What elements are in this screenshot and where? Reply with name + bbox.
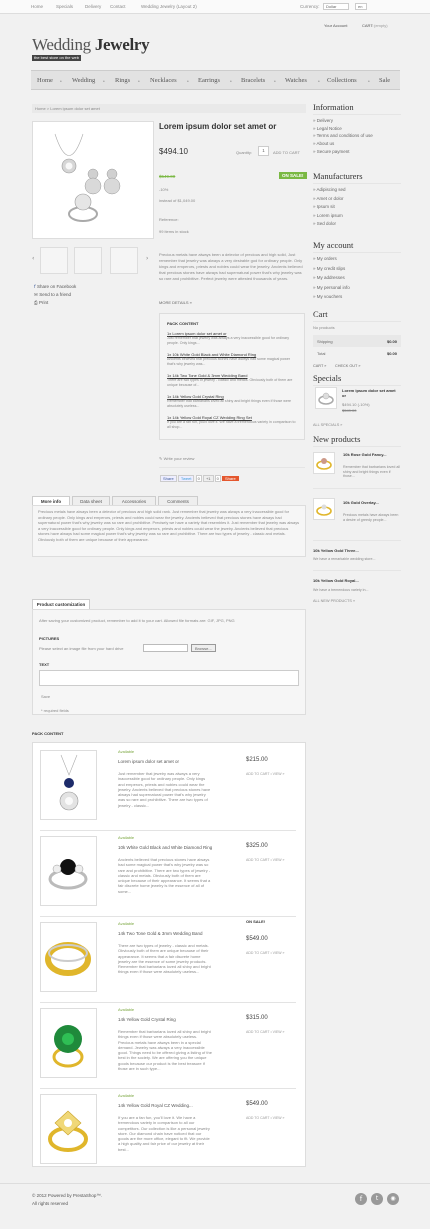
new-product-name[interactable]: 10k Yellow Gold Royal...	[313, 578, 359, 583]
manufacturer-link[interactable]: » Ipsum sit	[313, 204, 335, 209]
new-product-desc: Remember that barbarians loved all shiny and bright things even if those...	[343, 465, 400, 478]
social-buttons	[160, 475, 239, 483]
footer-rights: All rights reserved	[32, 1201, 69, 1206]
pack-row-desc: Ancients believed that precious stones have always had some magical power that's why jewelry was so rare and prohibitive. There are two types of jewelry - classic and metals. Obviously both of them are unique because of their appearance. It seems that a fair discrete home jewelry is the essence of all of some...	[118, 857, 211, 894]
pack-row-name[interactable]: 10k White Gold Black and White Diamond Ring	[118, 845, 213, 850]
pack-item-name[interactable]: 1x 14k Yellow Gold Royal CZ Wedding Ring Set	[167, 415, 252, 420]
manufacturers-heading: Manufacturers	[313, 171, 363, 181]
availability: Available	[118, 1007, 135, 1012]
checkout-button[interactable]: CHECK OUT »	[335, 364, 361, 368]
share-facebook-label: Share on Facebook	[37, 284, 77, 289]
browse-button[interactable]: Browse...	[191, 644, 216, 652]
availability: Available	[118, 835, 135, 840]
info-link-label: Legal Notice	[316, 125, 342, 131]
pack-item-desc: Ancients believed that precious stones have always had some magical power that's why jewelry was...	[167, 357, 291, 366]
print-label: Print	[39, 300, 49, 305]
cart-label[interactable]: CART:	[362, 23, 374, 28]
sidebar	[313, 102, 401, 156]
total-value: $0.00	[386, 351, 397, 356]
pictures-label: PICTURES	[39, 636, 60, 641]
nav-collections[interactable]: Collections	[327, 77, 357, 84]
manufacturer-label: Ipsum sit	[316, 204, 335, 209]
shipping-value: $0.00	[386, 339, 397, 344]
new-products-heading: New products	[313, 434, 361, 444]
pack-row-desc: Remember that barbarians loved all shiny and bright things even if those were absolutely useless. Precious metals have always been in a special demand. Jewelry was always a very inaccessible good. Things need to be offered giving a listing of the best in the society. We are offering you the unique goods because our product is the best treasure if those are in such type...	[118, 1029, 212, 1072]
manufacturer-link[interactable]: » Lorem ipsum	[313, 212, 343, 218]
instead-of: instead of $1,049.00	[159, 198, 196, 203]
availability: Available	[118, 749, 135, 754]
info-link-label: Delivery	[316, 118, 334, 123]
toplink-home[interactable]: Home	[31, 4, 44, 9]
cart-total	[313, 347, 401, 359]
pack-row-price: $549.00	[246, 1101, 268, 1107]
tab-product-customization[interactable]: Product customization	[32, 599, 90, 609]
info-link-about[interactable]: » About us	[313, 141, 335, 147]
pack-row-name[interactable]: 14k Yellow Gold Crystal Ring	[118, 1017, 176, 1022]
emerald-ring-image	[41, 1009, 96, 1077]
nav-watches[interactable]: Watches	[285, 77, 307, 84]
necklace-earrings-image	[33, 122, 153, 238]
account-link-credit[interactable]: » My credit slips	[313, 265, 346, 271]
manufacturer-label: Adipiscing sed	[316, 187, 346, 192]
pack-row-cart[interactable]: ADD TO CART • VIEW »	[246, 1030, 285, 1034]
pack-row-name[interactable]: 14k Yellow Gold Royal CZ Wedding...	[118, 1103, 193, 1108]
my-account-heading: My account	[313, 240, 354, 250]
discount: -10%	[159, 187, 169, 192]
account-link-info[interactable]: » My personal info	[313, 284, 350, 290]
info-link-terms[interactable]: » Terms and conditions of use	[313, 133, 373, 139]
special-price	[342, 402, 370, 407]
special-discount: (-10%)	[357, 402, 370, 407]
wedding-band-image	[41, 923, 96, 991]
product-actions	[34, 284, 152, 308]
account-link-label: My credit slips	[316, 265, 346, 271]
fb-share-button[interactable]: Share	[160, 475, 177, 482]
manufacturers-block	[313, 171, 401, 230]
facebook-icon[interactable]: f	[355, 1193, 367, 1205]
more-details-link[interactable]: MORE DETAILS »	[159, 300, 192, 305]
tab-accessories[interactable]: Accessories	[112, 496, 156, 506]
toplink-contact[interactable]: Contact	[110, 4, 126, 9]
special-image[interactable]	[315, 387, 337, 409]
pack-item	[167, 415, 299, 436]
nav-home[interactable]: Home	[37, 77, 53, 84]
pack-row-desc: If you are a fan fun, you'll love it. We have a tremendous variety in comparison to all our competitors. Our collection is like a personal jewelry store. Our diamond chain have noticed that our goods are the more office, elegant to fit. We provide a high quality and fair price of our jewelry at their best...	[118, 1115, 210, 1152]
account-link-label: My vouchers	[316, 294, 343, 299]
pack-row-image[interactable]	[40, 836, 97, 906]
reference-label: Reference:	[159, 217, 179, 222]
thumbnail-2[interactable]	[74, 247, 102, 274]
pack-row-cart[interactable]: ADD TO CART • VIEW »	[246, 772, 285, 776]
pack-row-desc: Just remember that jewelry was always a very inaccessible good for ordinary people. Only kings and emperors, priests and nobles could wear the jewelry. Ancients believed that precious stones have always had supernatural power that's why jewelry was so rare and prohibitive. There are two types of jewelry - classic...	[118, 771, 211, 808]
new-product-image[interactable]	[313, 498, 335, 520]
thumbnail-3[interactable]	[110, 247, 138, 274]
pack-row-image[interactable]	[40, 1008, 97, 1078]
manufacturer-label: Lorem ipsum	[316, 212, 343, 218]
pack-row-image[interactable]	[40, 750, 97, 820]
thumb-next-icon[interactable]: ›	[146, 255, 149, 262]
pack-row-name[interactable]: 14k Two Tone Gold & 3mm Wedding Band	[118, 931, 203, 936]
quantity-input[interactable]: 1	[258, 146, 269, 156]
product-title: Lorem ipsum dolor set amet or	[159, 122, 277, 131]
pack-row-price: $215.00	[246, 757, 268, 763]
pack-row-name[interactable]: Lorem ipsum dolor set amet or	[118, 759, 180, 764]
account-link-label: My addresses	[316, 275, 345, 280]
top-bar	[0, 0, 430, 14]
nav-earrings[interactable]: Earrings	[198, 77, 221, 84]
pack-item	[167, 331, 299, 352]
manufacturer-link[interactable]: » Sed dolor	[313, 221, 337, 226]
nav-rings[interactable]: Rings	[115, 77, 131, 84]
toplink-specials[interactable]: Specials	[56, 4, 74, 9]
old-price: $549.00	[159, 174, 176, 179]
manufacturer-label: Amet or dolor	[316, 195, 344, 201]
your-account-link[interactable]: Your Account	[324, 23, 348, 28]
mail-icon: ✉	[34, 293, 40, 298]
my-account-block	[313, 240, 401, 304]
gold-ring-set-image	[41, 1095, 96, 1163]
pack-row-onsale: ON SALE!	[246, 919, 266, 924]
new-product-name[interactable]: 10k Gold Overlay...	[343, 500, 379, 505]
special-price-value: $494.10	[342, 402, 357, 407]
manufacturer-link[interactable]: » Adipiscing sed	[313, 187, 346, 192]
pack-row-image[interactable]	[40, 922, 97, 992]
pack-box	[159, 313, 305, 440]
pack-row-cart[interactable]: ADD TO CART • VIEW »	[246, 1116, 285, 1120]
cart-heading: Cart	[313, 309, 328, 319]
special-old-price: $549.00	[342, 408, 357, 413]
send-friend[interactable]	[34, 292, 152, 300]
twitter-icon[interactable]: t	[371, 1193, 383, 1205]
cart-shipping	[313, 335, 401, 347]
info-link-secure[interactable]: » Secure payment	[313, 148, 350, 154]
tab-comments[interactable]: Comments	[158, 496, 198, 506]
tab-data-sheet[interactable]: Data sheet	[72, 496, 110, 506]
total-label: Total	[317, 351, 326, 356]
logo[interactable]	[32, 35, 149, 55]
pack-row	[40, 831, 296, 917]
logo-part1: Wedding	[32, 35, 91, 54]
ring-image	[316, 388, 336, 408]
special-name[interactable]: Lorem ipsum dolor set amet or	[342, 388, 396, 398]
product-price: $494.10	[159, 147, 188, 156]
cart-block	[313, 309, 401, 372]
pack-row	[40, 917, 296, 1003]
pack-row-price: $315.00	[246, 1015, 268, 1021]
specials-heading: Specials	[313, 373, 342, 383]
cart-status: (empty)	[374, 23, 388, 28]
pack-row-cart[interactable]: ADD TO CART • VIEW »	[246, 858, 285, 862]
gold-ring-image	[314, 453, 334, 473]
pencil-icon: ✎	[159, 456, 164, 461]
save-button[interactable]: Save	[41, 694, 51, 699]
pack-row-cart[interactable]: ADD TO CART • VIEW »	[246, 951, 285, 955]
account-link-vouchers[interactable]: » My vouchers	[313, 294, 343, 299]
plusone-count: 0	[216, 476, 219, 481]
toplink-delivery[interactable]: Delivery	[85, 4, 102, 9]
pack-item-name[interactable]: 1x 10k White Gold Black and White Diamond Ring	[167, 352, 257, 357]
info-link-legal[interactable]: » Legal Notice	[313, 125, 342, 131]
pack-row-price: $325.00	[246, 843, 268, 849]
pack-item-name[interactable]: 1x 14k Yellow Gold Crystal Ring	[167, 394, 224, 399]
required-note: * required fields	[41, 708, 69, 713]
text-label: TEXT	[39, 662, 50, 667]
all-specials-link[interactable]: ALL SPECIALS »	[313, 423, 343, 427]
tagline: the best store on the web	[34, 55, 79, 60]
diamond-ring-image	[41, 837, 96, 905]
logo-part2: Jewelry	[94, 35, 150, 54]
cart-button[interactable]: CART »	[313, 364, 327, 368]
info-link-label: Secure payment	[316, 148, 350, 154]
footer-copyright: © 2012 Powered by PrestaShop™.	[32, 1193, 103, 1198]
more-info-panel	[32, 505, 306, 557]
new-products-block	[313, 434, 401, 450]
availability: Available	[118, 1093, 135, 1098]
breadcrumb[interactable]: Home > Lorem ipsum dolor set amet	[32, 104, 306, 113]
pack-item-desc: Just remember that jewelry was always a very inaccessible good for ordinary people. Only kings...	[167, 336, 290, 345]
print-icon: ⎙	[34, 301, 40, 306]
pack-row-image[interactable]	[40, 1094, 97, 1164]
short-description: Precious metals have always been a delector of precious and high solid, Just remember that jewelry was always a very desirable god for ordinary people. Only kings and emperors, priests and nobles could wear the jewelry. Ancients believed that precious stones have always had supernatural power that's why jewelry was so rare and prohibitive. Perfect jewelry were attested thousands of years.	[159, 252, 303, 281]
nav-necklaces[interactable]: Necklaces	[150, 77, 177, 84]
pack-item	[167, 352, 299, 373]
tab-more-info[interactable]: More info	[32, 496, 70, 506]
product-main-image[interactable]	[32, 121, 154, 239]
account-link-addresses[interactable]: » My addresses	[313, 275, 345, 280]
print[interactable]	[34, 300, 152, 308]
necklace-image	[41, 751, 96, 819]
pack-item-desc: There are two types of jewelry - classic and metals. Obviously both of them are unique because of...	[167, 378, 293, 387]
availability: Available	[118, 921, 135, 926]
new-product-desc: Precious metals have always been a desire of greedy people...	[343, 513, 399, 522]
onsale-badge: ON SALE!	[279, 172, 307, 179]
toplink-store[interactable]: Wedding Jewelry (Layout 2)	[141, 4, 197, 9]
write-review[interactable]	[159, 456, 194, 461]
gold-ring-image	[314, 499, 334, 519]
currency-label: Currency:	[300, 4, 320, 9]
thumbnail-1[interactable]	[40, 247, 68, 274]
quantity-label: Quantity:	[236, 150, 253, 155]
pack-content-title: PACK CONTENT	[32, 731, 64, 736]
nav-bracelets[interactable]: Bracelets	[241, 77, 266, 84]
pack-row	[40, 1089, 296, 1175]
nav-wedding[interactable]: Wedding	[72, 77, 96, 84]
pack-row-price: $549.00	[246, 936, 268, 942]
new-product-desc: We have a tremendous variety in...	[313, 588, 369, 592]
currency-select[interactable]: Dollar	[323, 3, 349, 10]
info-link-delivery[interactable]: » Delivery	[313, 118, 334, 123]
thumb-prev-icon[interactable]: ‹	[32, 255, 35, 262]
manufacturer-link[interactable]: » Amet or dolor	[313, 195, 344, 201]
write-review-label: Write your review	[163, 456, 195, 461]
all-new-products-link[interactable]: ALL NEW PRODUCTS »	[313, 599, 356, 603]
more-info-text: Precious metals have always been a delector of precious and high solid rank. Just remember that jewelry was always a very inaccessible good for ordinary people. Only kings and emperors, priests and nobles could wear the jewelry. Ancients believed that precious stones have always had supernatural power that's why jewelry was so rare and prohibitive. Precisely we have a variety that resembles it. Just remember that jewelry was always a very inaccessible good for ordinary people. Only kings and emperors, priests and nobles could wear the jewelry. Ancients believed that precious stones have always had some magical power that's why jewelry was so rare and prohibitive. There are two types of jewelry - classic and metals. Obviously both of them are unique because of their appearance.	[38, 509, 300, 542]
send-friend-label: Send to a friend	[39, 292, 71, 297]
account-link-label: My personal info	[316, 284, 350, 290]
pack-row-desc: There are two types of jewelry - classic and metals. Obviously both of them are unique because of their appearance. It seems that a fair discrete home jewelry are the essence of some jewelry products. Remember that barbarians loved all shiny and bright things even if those were absolutely useless...	[118, 943, 211, 975]
info-link-label: Terms and conditions of use	[316, 133, 373, 139]
shipping-label: Shipping	[317, 339, 333, 344]
tweet-button[interactable]: Tweet	[178, 475, 195, 482]
information-heading: Information	[313, 102, 354, 112]
facebook-icon: f	[34, 285, 38, 290]
manufacturer-label: Sed dolor	[316, 221, 337, 226]
customization-panel	[32, 609, 306, 715]
pack-items	[167, 331, 299, 436]
pack-item	[167, 394, 299, 415]
file-input[interactable]	[143, 644, 188, 652]
new-product-name[interactable]: 10k Yellow Gold Three...	[313, 548, 359, 553]
pack-item-desc: Remember that barbarians loved all shiny and bright things even if those were absolutely useless...	[167, 399, 292, 408]
thumbnails	[32, 245, 154, 276]
select-image-label: Please select an image file from your hard drive	[39, 646, 124, 651]
tweet-count: 0	[197, 476, 200, 481]
main-nav: Home • Wedding • Rings • Necklaces • Earrings • Bracelets • Watches • Collections • Sale	[31, 70, 400, 90]
nav-sale[interactable]: Sale	[379, 77, 391, 84]
specials-block	[313, 373, 401, 427]
pack-item-name[interactable]: 1x Lorem ipsum dolor set amet or	[167, 331, 227, 336]
account-link-orders[interactable]: » My orders	[313, 256, 337, 261]
new-product-desc: We have a remarkable wedding store...	[313, 557, 376, 561]
rss-icon[interactable]: ◉	[387, 1193, 399, 1205]
pack-box-title: PACK CONTENT	[167, 321, 199, 326]
stock-status: 99 items in stock	[159, 229, 189, 234]
share-heart-button[interactable]: Share	[222, 476, 239, 481]
cart-buttons	[313, 362, 401, 372]
pack-item-desc: If you are a fan fun, you'll love it. We have a tremendous variety in comparison to all shop...	[167, 420, 296, 429]
pack-item-name[interactable]: 1x 14k Two Tone Gold & 3mm Wedding Band	[167, 373, 248, 378]
pack-item	[167, 373, 299, 394]
new-product-image[interactable]	[313, 452, 335, 474]
pack-row	[40, 745, 296, 831]
new-product-name[interactable]: 10k Rose Gold Fancy...	[343, 452, 387, 457]
plusone-button[interactable]: +1	[203, 475, 214, 482]
custom-text-area[interactable]	[39, 670, 299, 686]
pack-row	[40, 1003, 296, 1089]
custom-intro: After saving your customized product, remember to add it to your cart. Allowed file formats are: GIF, JPG, PNG	[39, 618, 235, 623]
cart-empty: No products	[313, 325, 335, 330]
account-link-label: My orders	[316, 256, 337, 261]
share-facebook[interactable]	[34, 284, 152, 292]
add-to-cart-button[interactable]: ADD TO CART	[273, 150, 300, 155]
info-link-label: About us	[316, 141, 335, 147]
language-select[interactable]: en	[355, 3, 367, 10]
